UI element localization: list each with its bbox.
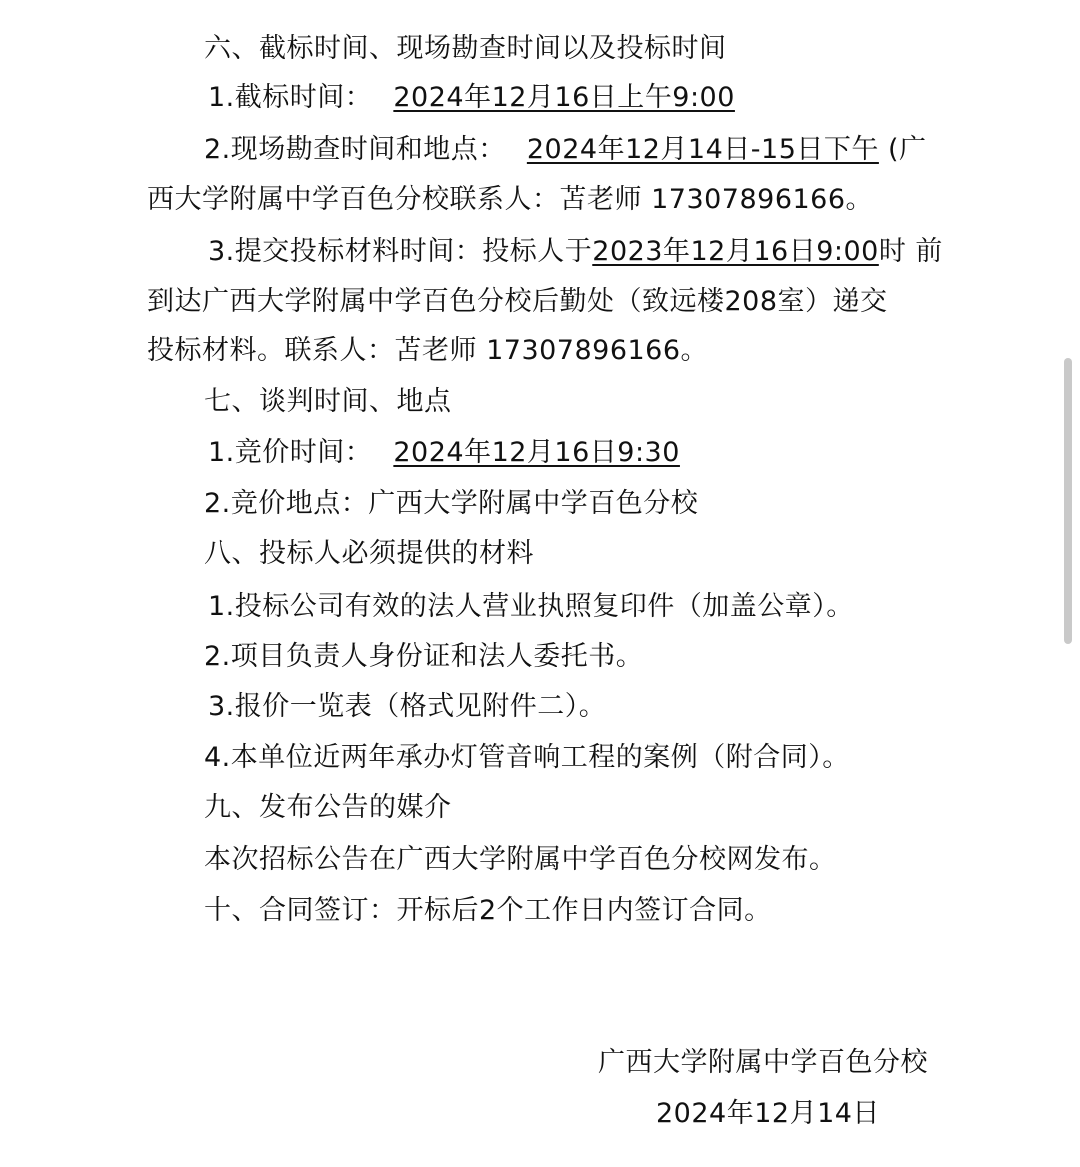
section-6-item-1-label: 1.截标时间：: [208, 82, 373, 113]
vertical-scrollbar[interactable]: [1058, 0, 1080, 1167]
section-6-item-1: [208, 80, 735, 116]
section-6-item-3: [208, 234, 943, 270]
section-8-heading: 八、投标人必须提供的材料: [204, 538, 534, 569]
section-6-item-3-value: 2023年12月16日9:00: [592, 236, 879, 267]
scrollbar-thumb[interactable]: [1064, 358, 1072, 644]
section-6-item-2-label: 2.现场勘查时间和地点：: [204, 134, 506, 165]
section-6-heading: 六、截标时间、现场勘查时间以及投标时间: [204, 33, 727, 64]
section-6-item-3-prefix: 3.提交投标材料时间：投标人于: [208, 236, 593, 267]
section-6-item-2-value: 2024年12月14日-15日下午: [526, 134, 879, 165]
section-10-heading: 十、合同签订：开标后2个工作日内签订合同。: [204, 895, 772, 926]
section-9-heading: 九、发布公告的媒介: [204, 792, 452, 823]
section-7-heading: 七、谈判时间、地点: [204, 386, 452, 417]
section-7-item-2: 2.竞价地点：广西大学附属中学百色分校: [204, 488, 699, 519]
section-6-item-3-suffix: 时 前: [878, 236, 943, 267]
section-7-item-1-value: 2024年12月16日9:30: [393, 437, 680, 468]
section-6-item-3-continued-2: 投标材料。联系人：苫老师 17307896166。: [147, 335, 709, 366]
section-6-item-3-continued-1: 到达广西大学附属中学百色分校后勤处（致远楼208室）递交: [147, 286, 888, 317]
section-7-item-1: [208, 435, 680, 471]
section-8-item-2: 2.项目负责人身份证和法人委托书。: [204, 641, 644, 672]
section-6-item-2-continued: 西大学附属中学百色分校联系人：苫老师 17307896166。: [147, 184, 874, 215]
section-8-item-3: 3.报价一览表（格式见附件二）。: [208, 691, 607, 722]
section-8-item-1: 1.投标公司有效的法人营业执照复印件（加盖公章）。: [208, 591, 854, 622]
section-6-item-2: [204, 132, 927, 168]
signature-organization: 广西大学附属中学百色分校: [598, 1047, 928, 1078]
section-6-item-2-suffix: (广: [878, 134, 927, 165]
section-7-item-1-label: 1.竞价时间：: [208, 437, 373, 468]
section-8-item-4: 4.本单位近两年承办灯管音响工程的案例（附合同）。: [204, 742, 850, 773]
section-6-item-1-value: 2024年12月16日上午9:00: [393, 82, 735, 113]
signature-date: 2024年12月14日: [656, 1098, 880, 1129]
section-9-body: 本次招标公告在广西大学附属中学百色分校网发布。: [204, 844, 837, 875]
